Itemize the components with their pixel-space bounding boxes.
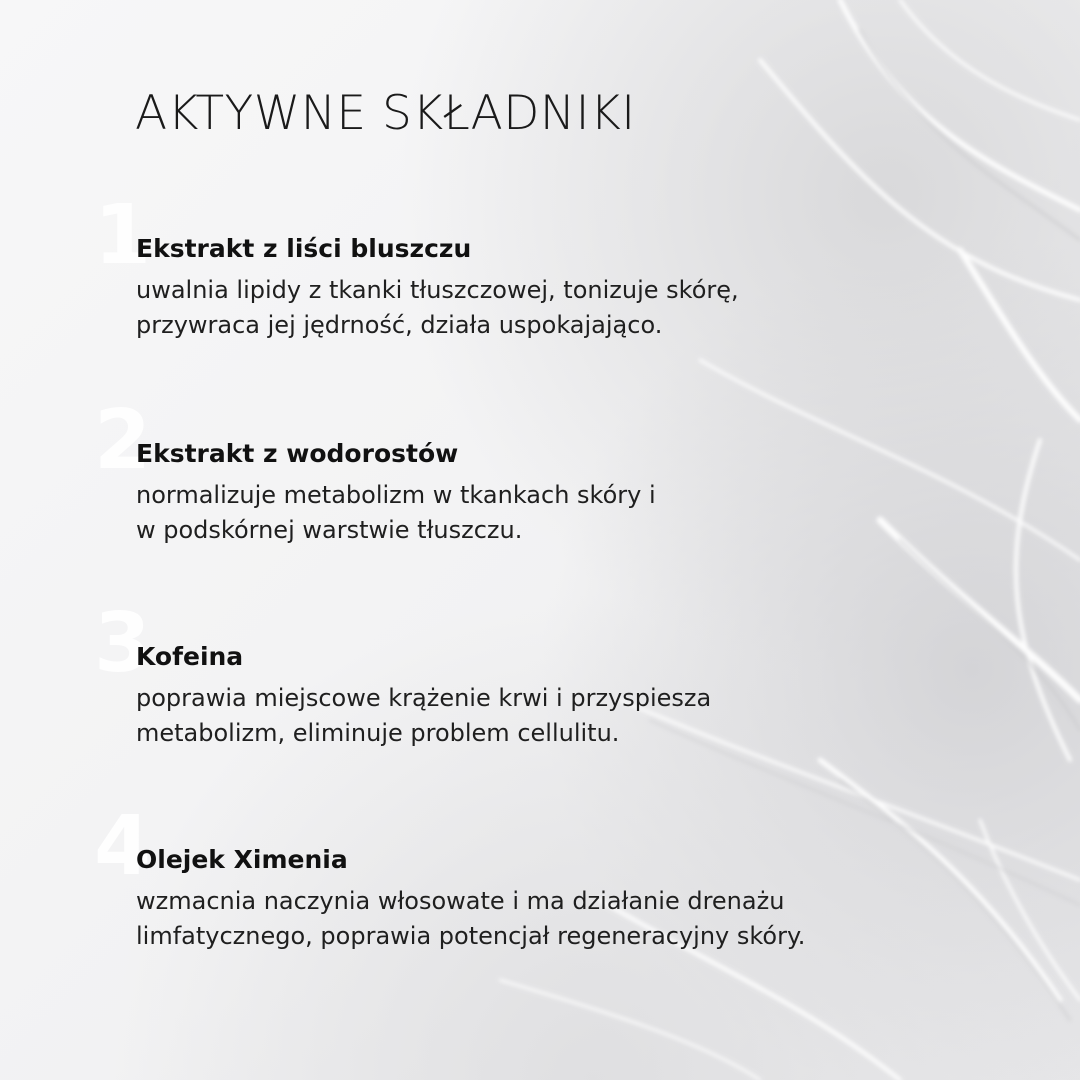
ingredient-name: Olejek Ximenia xyxy=(136,845,348,874)
ingredient-description xyxy=(136,884,805,954)
ingredient-item-1 xyxy=(0,188,1080,385)
ingredient-number: 3 xyxy=(94,596,152,691)
ingredient-name: Ekstrakt z wodorostów xyxy=(136,439,459,468)
ingredient-description xyxy=(136,681,711,751)
ingredient-item-4 xyxy=(0,799,1080,996)
ingredient-item-3 xyxy=(0,596,1080,793)
ingredient-name: Kofeina xyxy=(136,642,244,671)
ingredient-description-line: wzmacnia naczynia włosowate i ma działanie drenażu xyxy=(136,887,785,915)
ingredient-description-line: uwalnia lipidy z tkanki tłuszczowej, tonizuje skórę, xyxy=(136,276,739,304)
ingredient-number: 4 xyxy=(94,799,152,894)
ingredient-description-line: przywraca jej jędrność, działa uspokajająco. xyxy=(136,311,663,339)
ingredient-description-line: w podskórnej warstwie tłuszczu. xyxy=(136,516,523,544)
ingredient-name: Ekstrakt z liści bluszczu xyxy=(136,234,472,263)
ingredient-description-line: limfatycznego, poprawia potencjał regeneracyjny skóry. xyxy=(136,922,806,950)
ingredient-description-line: poprawia miejscowe krążenie krwi i przyspiesza xyxy=(136,684,712,712)
ingredient-item-2 xyxy=(0,393,1080,590)
ingredient-number: 1 xyxy=(94,188,152,283)
ingredient-description xyxy=(136,273,739,343)
page-title: AKTYWNE SKŁADNIKI xyxy=(135,86,636,141)
ingredient-description xyxy=(136,478,656,548)
ingredient-number: 2 xyxy=(94,393,152,488)
ingredient-description-line: metabolizm, eliminuje problem cellulitu. xyxy=(136,719,620,747)
ingredient-description-line: normalizuje metabolizm w tkankach skóry i xyxy=(136,481,656,509)
